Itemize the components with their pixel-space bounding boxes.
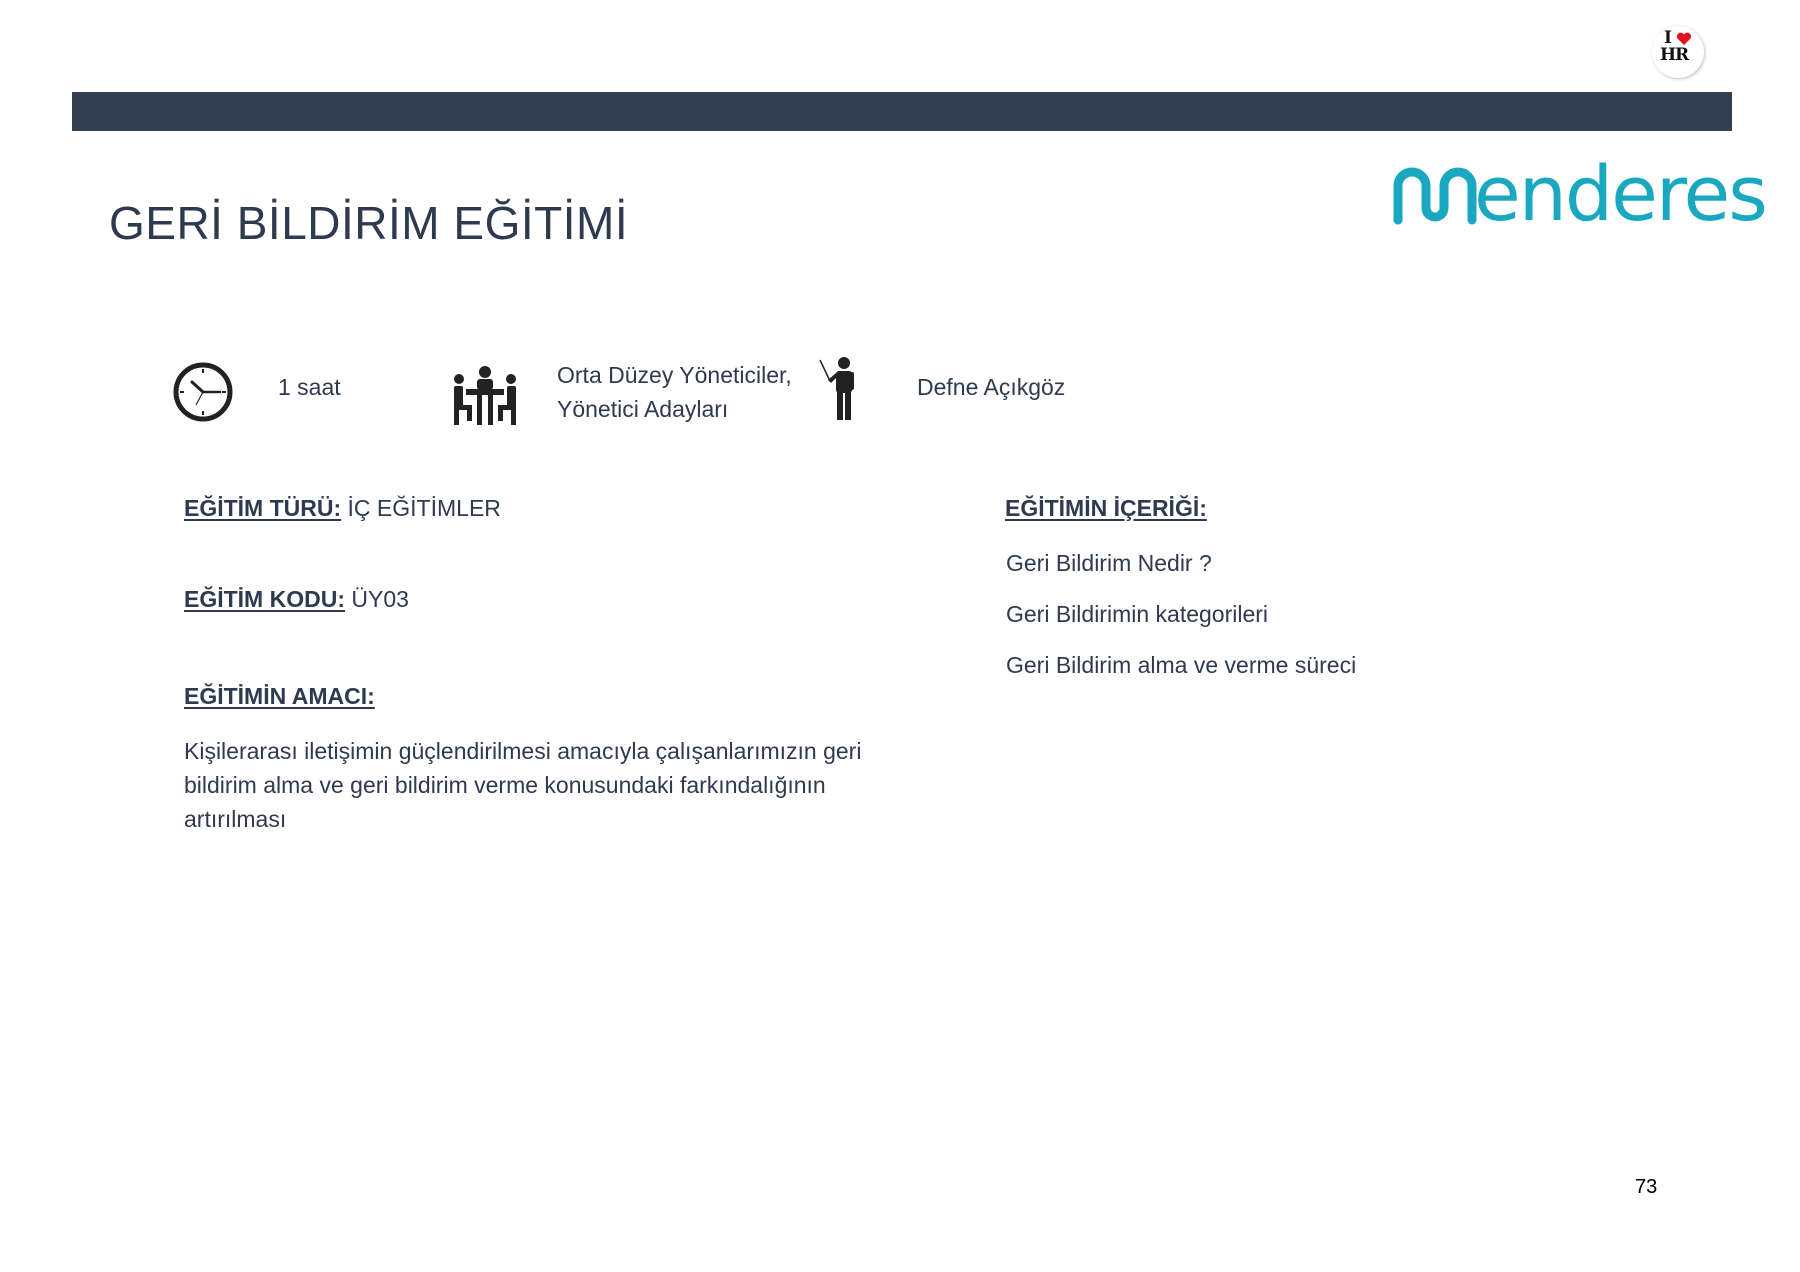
training-code-row xyxy=(184,586,409,613)
trainer-text: Defne Açıkgöz xyxy=(917,374,1066,400)
purpose-heading xyxy=(184,683,375,710)
list-item: Geri Bildirimin kategorileri xyxy=(1006,601,1269,627)
training-type-value: İÇ EĞİTİMLER xyxy=(347,495,501,521)
training-type-label: EĞİTİM TÜRÜ: xyxy=(184,495,342,521)
i-love-hr-badge xyxy=(1652,26,1704,78)
training-code-value: ÜY03 xyxy=(351,586,409,612)
list-item: Geri Bildirim alma ve verme süreci xyxy=(1006,652,1357,678)
badge-hr-text: HR xyxy=(1660,45,1689,65)
purpose-text: Kişilerarası iletişimin güçlendirilmesi amacıyla çalışanlarımızın geri bildirim alma ve geri bildirim verme konusundaki farkındalığının artırılması xyxy=(184,738,862,832)
heart-icon xyxy=(1676,32,1692,46)
meeting-icon xyxy=(452,365,518,427)
svg-text:enderes: enderes xyxy=(1474,149,1766,238)
clock-icon xyxy=(172,361,234,423)
content-heading xyxy=(1005,495,1207,522)
duration-text: 1 saat xyxy=(278,374,341,400)
header-band xyxy=(72,92,1732,131)
page-title: GERİ BİLDİRİM EĞİTİMİ xyxy=(109,197,629,249)
menderes-logo xyxy=(1390,149,1766,238)
audience-text: Orta Düzey Yöneticiler, Yönetici Adayları xyxy=(557,362,792,422)
content-label: EĞİTİMİN İÇERİĞİ: xyxy=(1005,495,1207,521)
page-number: 73 xyxy=(1635,1176,1658,1198)
content-list xyxy=(1006,546,1356,699)
training-code-label: EĞİTİM KODU: xyxy=(184,586,345,612)
purpose-label: EĞİTİMİN AMACI: xyxy=(184,683,375,709)
training-type-row xyxy=(184,495,501,522)
badge-i-text: I xyxy=(1664,28,1672,48)
presenter-icon xyxy=(818,356,862,422)
list-item: Geri Bildirim Nedir ? xyxy=(1006,550,1212,576)
